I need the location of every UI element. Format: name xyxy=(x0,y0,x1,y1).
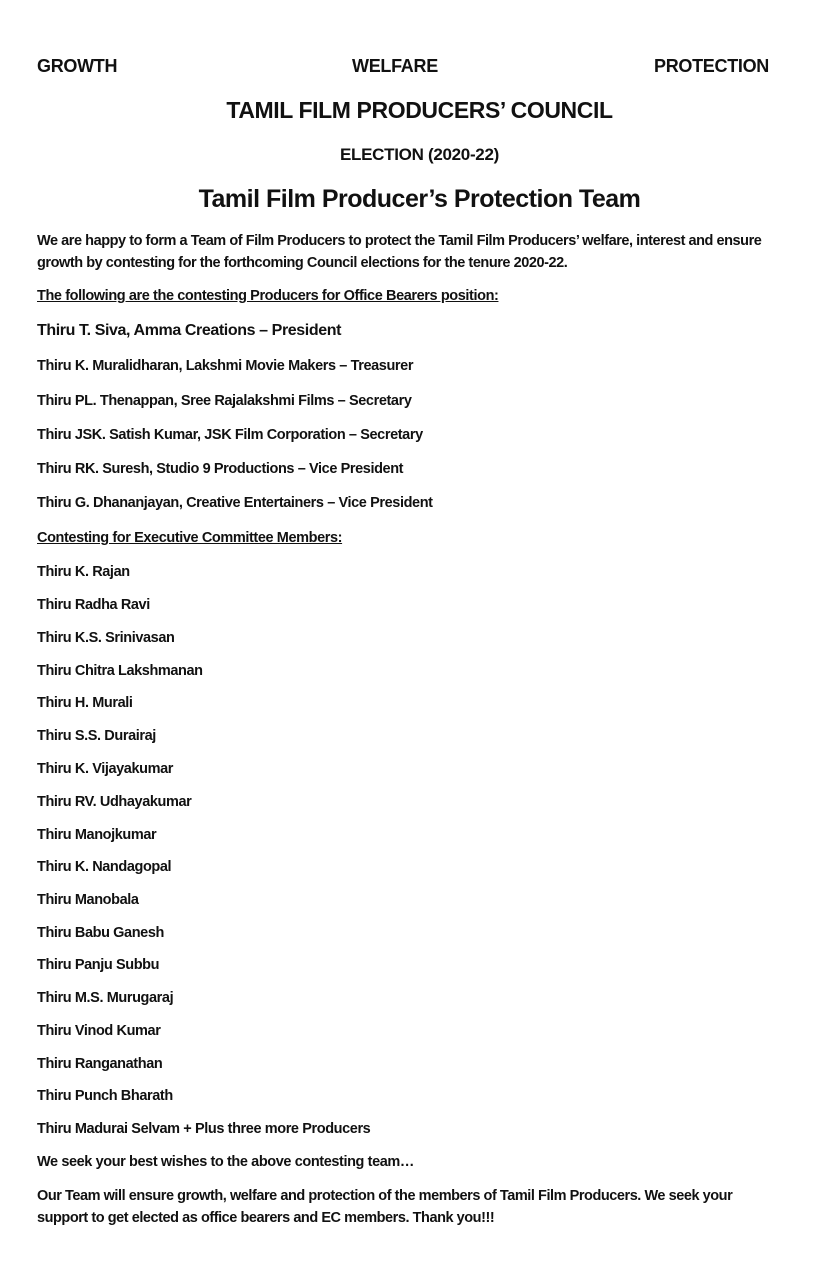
ec-member-item: Thiru Madurai Selvam + Plus three more Producers xyxy=(37,1121,371,1137)
election-subtitle: ELECTION (2020-22) xyxy=(340,145,499,164)
ec-member-item: Thiru Ranganathan xyxy=(37,1056,163,1072)
ec-member-item: Thiru K. Rajan xyxy=(37,564,130,580)
office-bearer-item: Thiru JSK. Satish Kumar, JSK Film Corporation – Secretary xyxy=(37,427,423,443)
ec-member-item: Thiru Babu Ganesh xyxy=(37,925,164,941)
office-bearer-item: Thiru RK. Suresh, Studio 9 Productions – Vice President xyxy=(37,461,404,477)
intro-paragraph: We are happy to form a Team of Film Producers to protect the Tamil Film Producers’ welfare, interest and ensure growth by contesting for the forthcoming Council elections for the tenure 2020-22. xyxy=(37,233,762,271)
office-bearer-item: Thiru K. Muralidharan, Lakshmi Movie Makers – Treasurer xyxy=(37,358,414,374)
ec-member-item: Thiru H. Murali xyxy=(37,695,133,711)
ec-member-item: Thiru Panju Subbu xyxy=(37,957,160,973)
closing-paragraph: Our Team will ensure growth, welfare and protection of the members of Tamil Film Producers. We seek your support to get elected as office bearers and EC members. Thank you!!! xyxy=(37,1188,733,1226)
office-bearer-item: Thiru T. Siva, Amma Creations – President xyxy=(37,322,341,339)
ec-member-item: Thiru Manobala xyxy=(37,892,139,908)
team-name: Tamil Film Producer’s Protection Team xyxy=(198,185,641,213)
header-growth: GROWTH xyxy=(37,56,118,76)
ec-member-item: Thiru RV. Udhayakumar xyxy=(37,794,192,810)
ec-member-item: Thiru Vinod Kumar xyxy=(37,1023,161,1039)
header-welfare: WELFARE xyxy=(352,56,438,76)
office-bearer-item: Thiru PL. Thenappan, Sree Rajalakshmi Films – Secretary xyxy=(37,393,412,409)
office-bearers-heading: The following are the contesting Producers for Office Bearers position: xyxy=(37,288,499,304)
ec-member-item: Thiru K. Nandagopal xyxy=(37,859,172,875)
ec-member-item: Thiru K. Vijayakumar xyxy=(37,761,173,777)
ec-member-item: Thiru K.S. Srinivasan xyxy=(37,630,175,646)
ec-member-item: Thiru Radha Ravi xyxy=(37,597,150,613)
ec-member-item: Thiru S.S. Durairaj xyxy=(37,728,156,744)
best-wishes-line: We seek your best wishes to the above contesting team… xyxy=(37,1154,414,1170)
council-title: TAMIL FILM PRODUCERS’ COUNCIL xyxy=(226,97,613,123)
ec-member-item: Thiru Punch Bharath xyxy=(37,1088,173,1104)
ec-member-item: Thiru M.S. Murugaraj xyxy=(37,990,174,1006)
header-protection: PROTECTION xyxy=(654,56,770,76)
ec-member-item: Thiru Manojkumar xyxy=(37,827,157,843)
office-bearer-item: Thiru G. Dhananjayan, Creative Entertainers – Vice President xyxy=(37,495,433,511)
ec-member-item: Thiru Chitra Lakshmanan xyxy=(37,663,203,679)
ec-heading: Contesting for Executive Committee Members: xyxy=(37,530,343,546)
